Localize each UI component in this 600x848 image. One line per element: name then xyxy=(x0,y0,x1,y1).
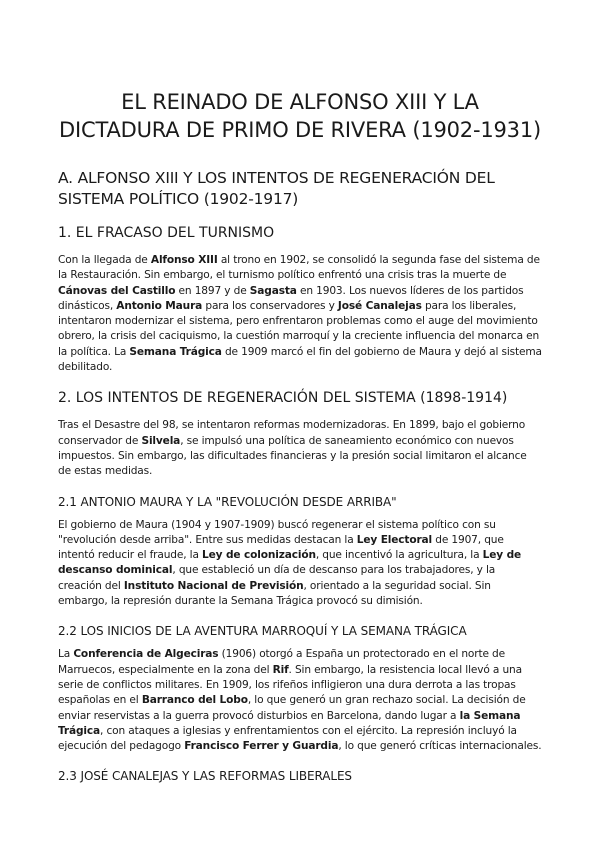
section-2-2-paragraph: La Conferencia de Algeciras (1906) otorgó a España un protectorado en el norte de Marruecos, especialmente en la zona del Rif. Sin embargo, la resistencia local llevó a una serie de conflictos militares. En 1909, los rifeños infligieron una dura derrota a las tropas españolas en el Barranco del Lobo, lo que generó un gran rechazo social. La decisión de enviar reservistas a la guerra provocó disturbios en Barcelona, dando lugar a la Semana Trágica, con ataques a iglesias y enfrentamientos con el ejército. La represión incluyó la ejecución del pedagogo Francisco Ferrer y Guardia, lo que generó críticas internacionales. xyxy=(58,648,542,753)
section-1-paragraph: Con la llegada de Alfonso XIII al trono en 1902, se consolidó la segunda fase del sistema de la Restauración. Sin embargo, el turnismo político enfrentó una crisis tras la muerte de Cánovas del Castillo en 1897 y de Sagasta en 1903. Los nuevos líderes de los partidos dinásticos, Antonio Maura para los conservadores y José Canalejas para los liberales, intentaron modernizar el sistema, pero enfrentaron problemas como el auge del movimiento obrero, la crisis del caciquismo, la cuestión marroquí y la creciente influencia del monarca en la política. La Semana Trágica de 1909 marcó el fin del gobierno de Maura y dejó al sistema debilitado. xyxy=(58,254,542,374)
section-2-1-heading: 2.1 ANTONIO MAURA Y LA "REVOLUCIÓN DESDE ARRIBA" xyxy=(58,494,397,509)
section-2-heading: 2. LOS INTENTOS DE REGENERACIÓN DEL SISTEMA (1898-1914) xyxy=(58,390,508,407)
section-2-2-heading: 2.2 LOS INICIOS DE LA AVENTURA MARROQUÍ Y LA SEMANA TRÁGICA xyxy=(58,624,467,639)
section-2-1-paragraph: El gobierno de Maura (1904 y 1907-1909) buscó regenerar el sistema político con su "revolución desde arriba". Entre sus medidas destacan la Ley Electoral de 1907, que intentó reducir el fraude, la Ley de colonización, que incentivó la agricultura, la Ley de descanso dominical, que estableció un día de descanso para los trabajadores, y la creación del Instituto Nacional de Previsión, orientado a la seguridad social. Sin embargo, la represión durante la Semana Trágica provocó su dimisión. xyxy=(58,518,522,608)
section-2-paragraph: Tras el Desastre del 98, se intentaron reformas modernizadoras. En 1899, bajo el gobierno conservador de Silvela, se impulsó una política de saneamiento económico con nuevos impuestos. Sin embargo, las dificultades financieras y la presión social limitaron el alcance de estas medidas. xyxy=(58,419,527,478)
section-2-3-heading: 2.3 JOSÉ CANALEJAS Y LAS REFORMAS LIBERALES xyxy=(58,769,352,784)
section-1-heading: 1. EL FRACASO DEL TURNISMO xyxy=(58,225,275,241)
section-a-heading: A. ALFONSO XIII Y LOS INTENTOS DE REGENERACIÓN DEL SISTEMA POLÍTICO (1902-1917) xyxy=(58,169,495,208)
document-title: EL REINADO DE ALFONSO XIII Y LA DICTADURA DE PRIMO DE RIVERA (1902-1931) xyxy=(59,90,541,142)
